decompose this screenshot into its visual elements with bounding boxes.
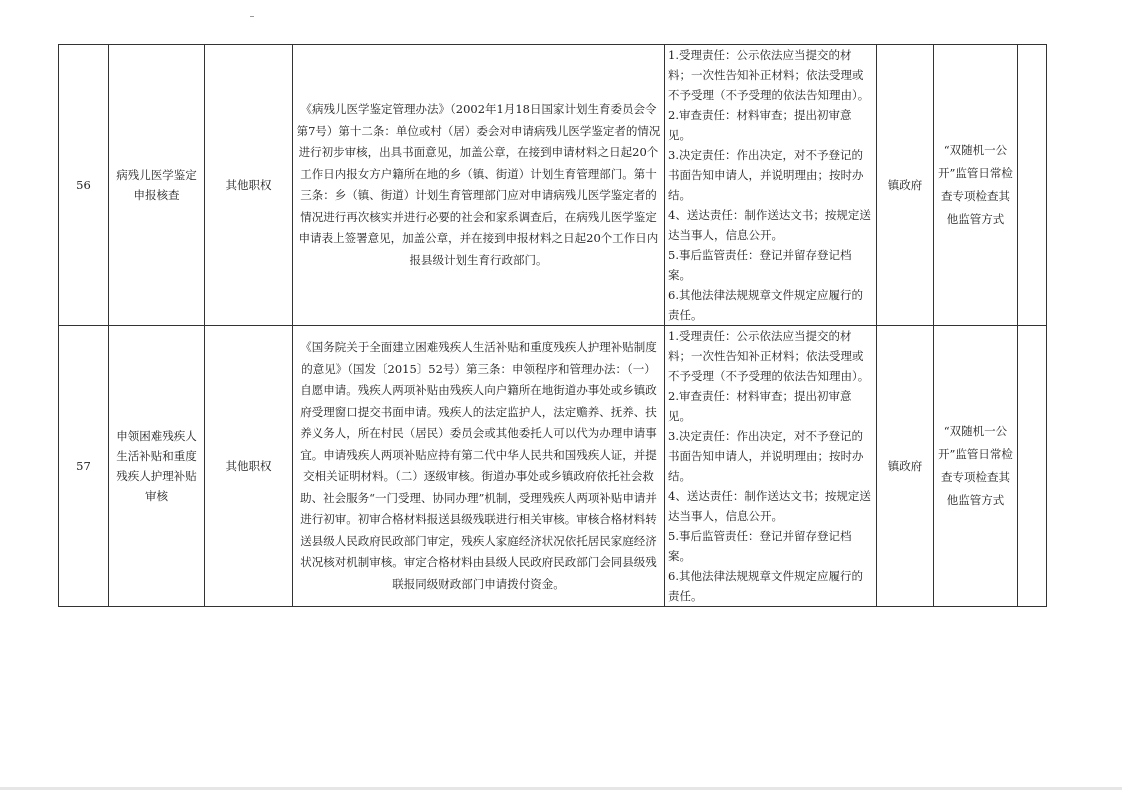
responsibility-list [665, 326, 877, 607]
item-name: 申领困难残疾人生活补贴和重度残疾人护理补贴审核 [109, 326, 205, 607]
responsible-body: 镇政府 [877, 326, 934, 607]
responsibility-item: 1.受理责任：公示依法应当提交的材料；一次性告知补正材料；依法受理或不予受理（不予受理的依法告知理由）。 [668, 329, 870, 383]
responsibility-item: 1.受理责任：公示依法应当提交的材料；一次性告知补正材料；依法受理或不予受理（不予受理的依法告知理由）。 [668, 48, 870, 102]
responsibility-item: 6.其他法律法规规章文件规定应履行的责任。 [668, 569, 863, 603]
table-row [59, 326, 1047, 607]
responsibility-item: 3.决定责任：作出决定，对不予登记的书面告知申请人，并说明理由；按时办结。 [668, 148, 864, 202]
responsibility-item: 2.审查责任：材料审查；提出初审意见。 [668, 389, 852, 423]
note-cell [1018, 45, 1047, 326]
row-number: 57 [59, 326, 109, 607]
note-cell [1018, 326, 1047, 607]
responsibility-table [58, 44, 1047, 607]
responsibility-item: 2.审查责任：材料审查；提出初审意见。 [668, 108, 852, 142]
responsible-body: 镇政府 [877, 45, 934, 326]
row-number: 56 [59, 45, 109, 326]
responsibility-item: 5.事后监管责任：登记并留存登记档案。 [668, 529, 852, 563]
responsibility-item: 6.其他法律法规规章文件规定应履行的责任。 [668, 288, 863, 322]
scan-speck [250, 16, 254, 17]
legal-basis: 《病残儿医学鉴定管理办法》（2002年1月18日国家计划生育委员会令第7号）第十二条：单位或村（居）委会对申请病残儿医学鉴定者的情况进行初步审核，出具书面意见，加盖公章，在接到申请材料之日起20个工作日内报女方户籍所在地的乡（镇、街道）计划生育管理部门。第十三条：乡（镇、街道）计划生育管理部门应对申请病残儿医学鉴定者的情况进行再次核实并进行必要的社会和家系调查后，在病残儿医学鉴定申请表上签署意见，加盖公章，并在接到申报材料之日起20个工作日内报县级计划生育行政部门。 [293, 45, 665, 326]
scan-edge [0, 787, 1122, 790]
table-row [59, 45, 1047, 326]
responsibility-item: 3.决定责任：作出决定，对不予登记的书面告知申请人，并说明理由；按时办结。 [668, 429, 864, 483]
item-name: 病残儿医学鉴定申报核查 [109, 45, 205, 326]
supervision-method: “双随机一公开”监管日常检查专项检查其他监管方式 [934, 45, 1018, 326]
responsibility-list [665, 45, 877, 326]
responsibility-item: 4、送达责任：制作送达文书；按规定送达当事人，信息公开。 [668, 489, 871, 523]
responsibility-item: 5.事后监管责任：登记并留存登记档案。 [668, 248, 852, 282]
supervision-method: “双随机一公开”监管日常检查专项检查其他监管方式 [934, 326, 1018, 607]
responsibility-item: 4、送达责任：制作送达文书；按规定送达当事人，信息公开。 [668, 208, 871, 242]
power-type: 其他职权 [205, 326, 293, 607]
power-type: 其他职权 [205, 45, 293, 326]
legal-basis: 《国务院关于全面建立困难残疾人生活补贴和重度残疾人护理补贴制度的意见》（国发〔2015〕52号）第三条：申领程序和管理办法：（一）自愿申请。残疾人两项补贴由残疾人向户籍所在地街道办事处或乡镇政府受理窗口提交书面申请。残疾人的法定监护人，法定赡养、抚养、扶养义务人，所在村民（居民）委员会或其他委托人可以代为办理申请事宜。申请残疾人两项补贴应持有第二代中华人民共和国残疾人证，并提交相关证明材料。（二）逐级审核。街道办事处或乡镇政府依托社会救助、社会服务“一门受理、协同办理”机制，受理残疾人两项补贴申请并进行初审。初审合格材料报送县级残联进行相关审核。审核合格材料转送县级人民政府民政部门审定，残疾人家庭经济状况依托居民家庭经济状况核对机制审核。审定合格材料由县级人民政府民政部门会同县级残联报同级财政部门申请拨付资金。 [293, 326, 665, 607]
